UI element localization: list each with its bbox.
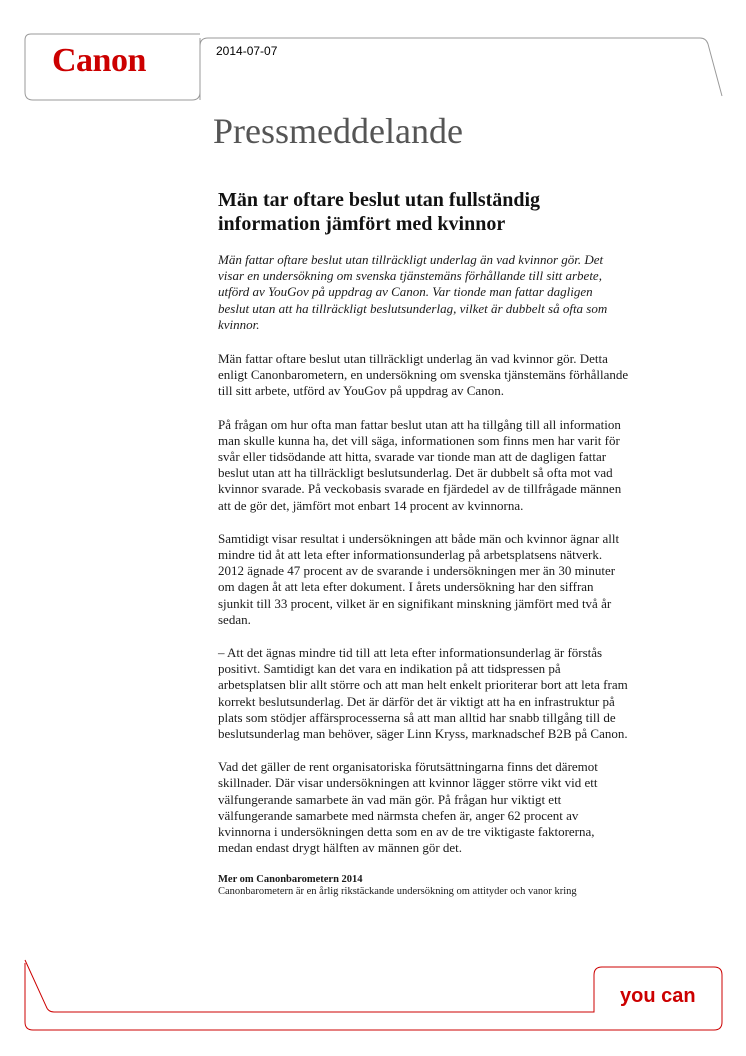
- paragraph-line: Samtidigt visar resultat i undersökningen att både män och kvinnor ägnar allt: [218, 530, 620, 546]
- paragraph-line: korrekt beslutsunderlag. Det är därför det är viktigt att ha en infrastruktur på: [218, 693, 615, 709]
- headline-line-1: Män tar oftare beslut utan fullständig: [218, 189, 541, 211]
- more-info-text: Canonbarometern är en årlig rikstäckande undersökning om attityder och vanor kring: [218, 885, 577, 897]
- paragraph-line: beslutsunderlag man behöver, säger Linn Kryss, marknadschef B2B på Canon.: [218, 726, 628, 742]
- headline-line-2: information jämfört med kvinnor: [218, 213, 506, 235]
- paragraph-line: att de gör det, jämfört mot enbart 14 procent av kvinnorna.: [218, 497, 524, 513]
- body-paragraph-1: [218, 351, 698, 400]
- lead-line: utförd av YouGov på uppdrag av Canon. Var tionde man fattar dagligen: [218, 284, 593, 300]
- document-type-title: Pressmeddelande: [213, 111, 463, 151]
- paragraph-line: kvinnorna i undersökningen detta som en av de tre viktigaste faktorerna,: [218, 824, 595, 840]
- you-can-slogan: you can: [620, 985, 696, 1007]
- paragraph-line: välfungerande samarbete med närmsta chefen är, anger 62 procent av: [218, 807, 579, 823]
- paragraph-line: svår eller tidsödande att hitta, svarade var tionde man att de dagligen fattar: [218, 449, 607, 465]
- paragraph-line: kvinnor svarade. På veckobasis svarade en fjärdedel av de tillfrågade männen: [218, 481, 622, 497]
- paragraph-line: 2012 ägnade 47 procent av de svarande i undersökningen mer än 30 minuter: [218, 563, 616, 579]
- lead-line: Män fattar oftare beslut utan tillräckligt underlag än vad kvinnor gör. Det: [218, 252, 604, 267]
- paragraph-line: man skulle kunna ha, det vill säga, informationen som finns men har varit för: [218, 432, 620, 448]
- paragraph-line: – Att det ägnas mindre tid till att leta efter informationsunderlag är förstås: [218, 645, 603, 661]
- paragraph-line: sedan.: [218, 611, 251, 627]
- paragraph-line: Män fattar oftare beslut utan tillräckligt underlag än vad kvinnor gör. Detta: [218, 351, 608, 367]
- paragraph-line: mindre tid åt att leta efter informationsunderlag på arbetsplatsens nätverk.: [218, 547, 603, 563]
- canon-logo: Canon: [52, 42, 146, 79]
- paragraph-line: arbetsplatsen blir allt större och att man helt enkelt prioriterar bort att leta fram: [218, 677, 628, 693]
- article-headline: [218, 188, 698, 236]
- paragraph-line: plats som stödjer affärsprocesserna så att man alltid har snabb tillgång till de: [218, 709, 616, 725]
- body-paragraph-4: [218, 645, 698, 742]
- header-frame-top: [25, 34, 200, 40]
- body-paragraph-5: [218, 759, 698, 856]
- paragraph-line: om dagen åt att leta efter dokument. I årets undersökning har den siffran: [218, 579, 594, 595]
- lead-line: beslut utan att ha tillräckligt beslutsunderlag, vilket är dubbelt så ofta som: [218, 300, 608, 316]
- paragraph-line: medan endast drygt hälften av männen gör det.: [218, 840, 463, 856]
- paragraph-line: sjunkit till 33 procent, vilket är en signifikant minskning jämfört med två år: [218, 595, 612, 611]
- lead-line: visar en undersökning om svenska tjänstemäns förhållande till sitt arbete,: [218, 268, 602, 284]
- body-paragraph-2: [218, 417, 698, 514]
- press-date: 2014-07-07: [216, 44, 278, 58]
- date-frame-line: [200, 38, 722, 96]
- footer-frame-line: [25, 960, 722, 1030]
- paragraph-line: välfungerande samarbete än vad män gör. På frågan hur viktigt ett: [218, 791, 562, 807]
- lead-line: kvinnor.: [218, 316, 260, 332]
- lead-paragraph: [218, 252, 698, 333]
- more-info-title: Mer om Canonbarometern 2014: [218, 873, 363, 885]
- paragraph-line: till sitt arbete, utförd av YouGov på uppdrag av Canon.: [218, 383, 504, 399]
- article-body: [218, 188, 698, 898]
- paragraph-line: positivt. Samtidigt kan det vara en indikation på att tidspressen på: [218, 661, 561, 677]
- paragraph-line: skillnader. Där visar undersökningen att kvinnor lägger större vikt vid ett: [218, 775, 598, 791]
- paragraph-line: På frågan om hur ofta man fattar beslut utan att ha tillgång till all information: [218, 416, 621, 432]
- paragraph-line: beslut utan att ha tillräckligt beslutsunderlag. Det är dubbelt så ofta mot vad: [218, 465, 613, 481]
- paragraph-line: Vad det gäller de rent organisatoriska förutsättningarna finns det däremot: [218, 759, 598, 775]
- paragraph-line: enligt Canonbarometern, en undersökning om svenska tjänstemäns förhållande: [218, 367, 629, 383]
- body-paragraph-3: [218, 531, 698, 628]
